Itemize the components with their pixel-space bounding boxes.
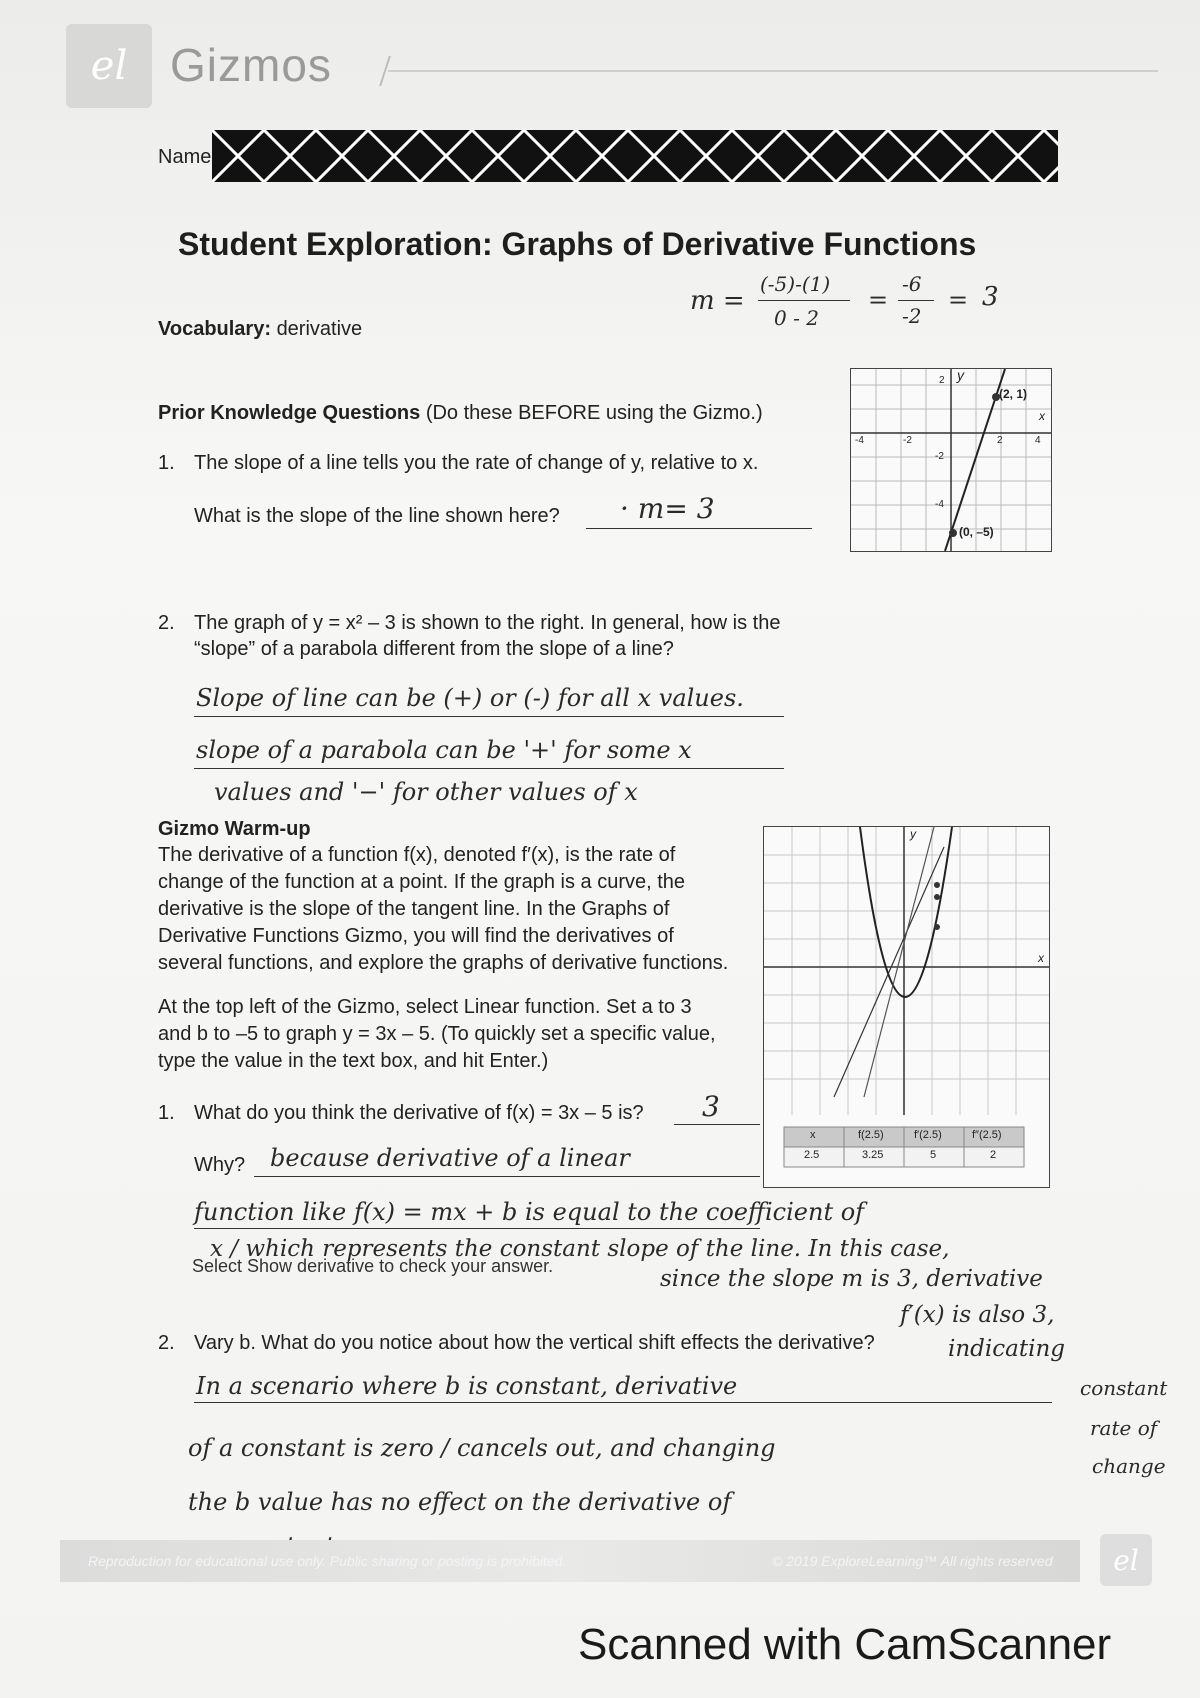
answer-line xyxy=(194,1228,760,1229)
graph2-x-label: x xyxy=(1038,951,1044,965)
answer-line xyxy=(194,716,784,717)
warmup-q1-text: What do you think the derivative of f(x) = 3x – 5 is? xyxy=(194,1102,644,1124)
answer-line xyxy=(194,1402,1052,1403)
graph1-y-tick: -4 xyxy=(935,499,944,510)
prior-q2-number: 2. xyxy=(158,612,175,634)
prior-q2-answer-2: slope of a parabola can be '+' for some x xyxy=(196,736,692,764)
footer-bar xyxy=(60,1540,1080,1582)
camscanner-watermark: Scanned with CamScanner xyxy=(578,1620,1112,1669)
page-title: Student Exploration: Graphs of Derivative Functions xyxy=(178,226,977,262)
prior-q1-answer-line xyxy=(586,528,812,529)
margin-note-2: rate of xyxy=(1090,1416,1158,1440)
prior-q2-answer-3: values and '−' for other values of x xyxy=(214,778,638,806)
graph2-y-label: y xyxy=(910,827,916,841)
table-cell: 2.5 xyxy=(804,1149,820,1161)
graph1-y-tick: -2 xyxy=(935,451,944,462)
name-label: Name xyxy=(158,146,212,168)
why-answer-4: since the slope m is 3, derivative xyxy=(660,1266,1043,1292)
why-answer-6: indicating xyxy=(948,1336,1065,1362)
derivative-graph xyxy=(763,826,1050,1188)
prior-q1-text: The slope of a line tells you the rate of change of y, relative to x. xyxy=(194,452,759,474)
table-cell: 3.25 xyxy=(862,1149,884,1161)
graph1-x-tick: 4 xyxy=(1035,435,1041,446)
select-derivative-text: Select Show derivative to check your answer. xyxy=(192,1256,554,1276)
graph1-x-tick: 2 xyxy=(997,435,1003,446)
footer-left: Reproduction for educational use only. Public sharing or posting is prohibited. xyxy=(88,1553,567,1569)
warmup-q1-number: 1. xyxy=(158,1102,175,1124)
table-header: f″(2.5) xyxy=(972,1129,1002,1141)
warmup-q2-answer-3: the b value has no effect on the derivative of xyxy=(188,1488,732,1516)
prior-heading: Prior Knowledge Questions (Do these BEFORE using the Gizmo.) xyxy=(158,402,763,424)
table-header: x xyxy=(810,1129,816,1141)
answer-line xyxy=(194,768,784,769)
margin-note-1: constant xyxy=(1080,1376,1168,1400)
graph1-y-label: y xyxy=(957,367,964,383)
graph1-point-a: (2, 1) xyxy=(999,387,1028,401)
footer-logo: el xyxy=(1100,1534,1152,1586)
brand-name: Gizmos xyxy=(170,39,332,91)
warmup-q2-answer-1: In a scenario where b is constant, derivative xyxy=(196,1372,738,1400)
margin-note-3: change xyxy=(1092,1454,1166,1478)
warmup-q2-text: Vary b. What do you notice about how the vertical shift effects the derivative? xyxy=(194,1332,875,1354)
line-graph xyxy=(850,368,1052,552)
prior-q2-answer-1: Slope of line can be (+) or (-) for all x values. xyxy=(196,684,744,712)
prior-q2-text-2: “slope” of a parabola different from the slope of a line? xyxy=(194,638,674,660)
warmup-q2-answer-2: of a constant is zero / cancels out, and changing xyxy=(188,1434,776,1462)
table-cell: 5 xyxy=(930,1149,937,1161)
prior-q1-prompt: What is the slope of the line shown here? xyxy=(194,505,560,527)
warmup-paragraph-2: At the top left of the Gizmo, select Linear function. Set a to 3 and b to –5 to graph y = 3x – 5. (To quickly set a specific value, type the value in the text box, and hit Enter.) xyxy=(158,996,716,1072)
graph1-y-tick: 2 xyxy=(939,375,945,386)
warmup-q1-answer: 3 xyxy=(702,1090,720,1123)
why-label: Why? xyxy=(194,1154,246,1176)
vocabulary: Vocabulary: derivative xyxy=(158,318,363,340)
gizmos-logo: el xyxy=(66,24,152,108)
why-answer-3: x / which represents the constant slope of the line. In this case, xyxy=(210,1236,950,1262)
graph1-x-label: x xyxy=(1039,409,1045,423)
why-answer-1: because derivative of a linear xyxy=(270,1144,630,1172)
table-cell: 2 xyxy=(990,1149,997,1161)
table-header: f′(2.5) xyxy=(914,1129,942,1141)
footer-right: © 2019 ExploreLearning™ All rights reserved xyxy=(772,1553,1053,1569)
graph1-x-tick: -2 xyxy=(903,435,912,446)
brand-rule xyxy=(388,70,1158,72)
slope-calculation: m = (-5)-(1) 0 - 2 = -6 -2 = 3 xyxy=(690,272,999,330)
prior-q1-number: 1. xyxy=(158,452,175,474)
warmup-q1-answer-line xyxy=(674,1124,760,1125)
why-answer-2: function like f(x) = mx + b is equal to the coefficient of xyxy=(194,1198,865,1226)
warmup-paragraph-1: The derivative of a function f(x), denoted f′(x), is the rate of change of the function at a point. If the graph is a curve, the derivative is the slope of the tangent line. In the Graphs of Derivative Functions Gizmo, you will find the derivatives of several functions, and explore the graphs of derivative functions. xyxy=(158,844,729,974)
table-header: f(2.5) xyxy=(858,1129,884,1141)
graph1-x-tick: -4 xyxy=(855,435,864,446)
warmup-heading: Gizmo Warm-up xyxy=(158,818,311,840)
redacted-name xyxy=(212,130,1058,182)
why-answer-line xyxy=(254,1176,760,1177)
why-answer-5: f′(x) is also 3, xyxy=(900,1302,1055,1328)
prior-q1-answer: · m= 3 xyxy=(620,492,715,525)
prior-q2-text-1: The graph of y = x² – 3 is shown to the right. In general, how is the xyxy=(194,612,781,634)
warmup-q2-number: 2. xyxy=(158,1332,175,1354)
graph1-point-b: (0, –5) xyxy=(959,525,994,539)
